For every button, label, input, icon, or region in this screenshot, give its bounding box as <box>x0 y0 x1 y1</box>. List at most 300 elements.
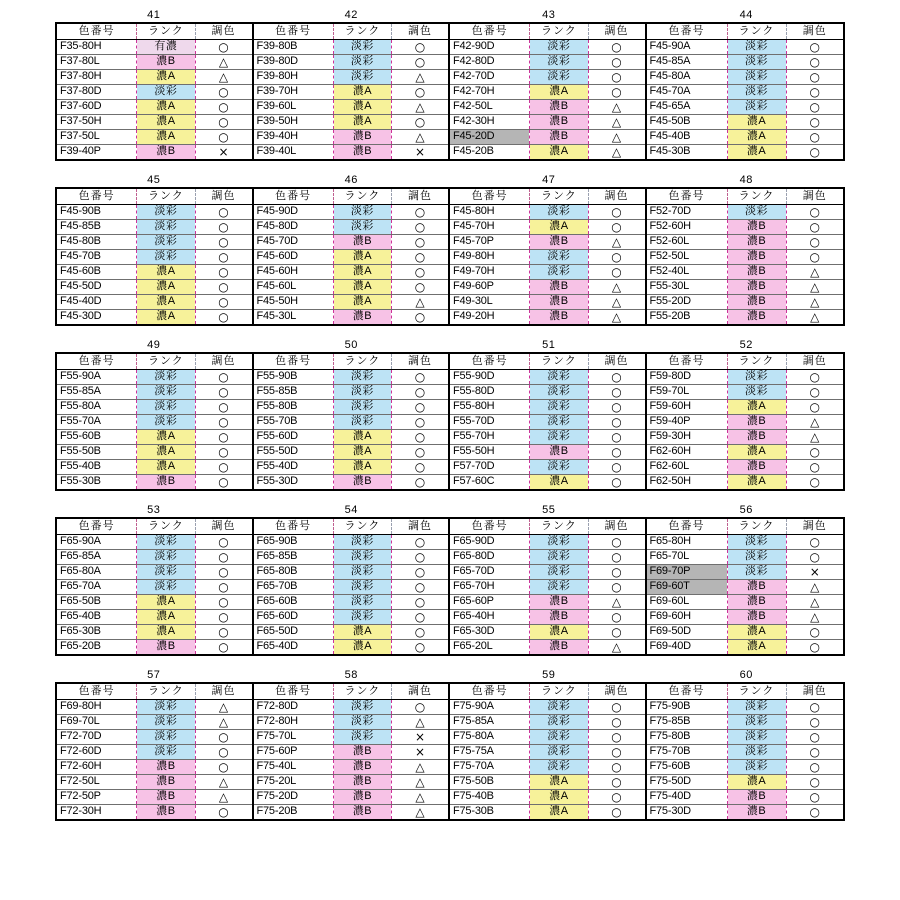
table-row[interactable] <box>254 639 449 654</box>
tone-cell[interactable]: ○ <box>195 744 251 759</box>
table-row[interactable] <box>254 579 449 594</box>
table-row[interactable] <box>254 54 449 69</box>
rank-cell[interactable]: 濃A <box>137 264 195 279</box>
rank-cell[interactable]: 淡彩 <box>530 564 588 579</box>
tone-cell[interactable]: ○ <box>195 549 251 564</box>
tone-cell[interactable]: × <box>415 144 426 159</box>
color-number-cell[interactable]: F69-70P <box>647 564 728 579</box>
rank-cell[interactable]: 濃A <box>727 114 786 129</box>
color-number-cell[interactable]: F59-70L <box>647 384 728 399</box>
table-row[interactable] <box>254 204 449 219</box>
tone-cell[interactable]: ○ <box>786 219 843 234</box>
tone-cell[interactable]: ○ <box>392 564 448 579</box>
tone-cell[interactable]: ○ <box>195 384 251 399</box>
color-number-cell[interactable]: F65-50D <box>254 624 334 639</box>
tone-cell[interactable]: △ <box>392 714 448 729</box>
rank-cell[interactable]: 濃B <box>530 309 588 324</box>
table-row[interactable] <box>450 414 645 429</box>
rank-cell[interactable]: 淡彩 <box>333 369 391 384</box>
table-row[interactable] <box>57 399 252 414</box>
table-row[interactable] <box>254 534 449 549</box>
rank-cell[interactable]: 淡彩 <box>137 714 195 729</box>
table-row[interactable] <box>254 219 449 234</box>
rank-cell[interactable]: 濃A <box>727 399 786 414</box>
rank-cell[interactable]: 濃A <box>530 789 588 804</box>
color-number-cell[interactable]: F39-80B <box>254 39 334 54</box>
table-row[interactable] <box>450 69 645 84</box>
table-row[interactable] <box>450 309 645 324</box>
tone-cell[interactable]: ○ <box>588 459 644 474</box>
color-number-cell[interactable]: F69-70L <box>57 714 137 729</box>
table-row[interactable] <box>57 204 252 219</box>
rank-cell[interactable]: 淡彩 <box>530 714 588 729</box>
tone-cell[interactable]: ○ <box>588 369 644 384</box>
rank-cell[interactable]: 濃A <box>530 804 588 819</box>
rank-cell[interactable]: 濃B <box>530 594 588 609</box>
table-row[interactable] <box>254 414 449 429</box>
rank-cell[interactable]: 濃A <box>333 444 391 459</box>
color-number-cell[interactable]: F62-60H <box>647 444 728 459</box>
table-row[interactable] <box>647 639 844 654</box>
table-row[interactable] <box>57 714 252 729</box>
tone-cell[interactable]: ○ <box>786 69 843 84</box>
tone-cell[interactable]: ○ <box>786 534 843 549</box>
tone-cell[interactable]: △ <box>415 804 425 819</box>
rank-cell[interactable]: 濃B <box>137 759 195 774</box>
rank-cell[interactable]: 淡彩 <box>333 384 391 399</box>
rank-cell[interactable]: 濃A <box>333 294 391 309</box>
table-row[interactable] <box>647 609 844 624</box>
table-row[interactable] <box>254 114 449 129</box>
color-number-cell[interactable]: F65-70D <box>450 564 530 579</box>
tone-cell[interactable]: ○ <box>588 249 644 264</box>
rank-cell[interactable]: 淡彩 <box>727 759 786 774</box>
color-number-cell[interactable]: F75-20B <box>256 805 298 818</box>
table-row[interactable] <box>57 429 252 444</box>
color-number-cell[interactable]: F65-70A <box>57 579 137 594</box>
rank-cell[interactable]: 淡彩 <box>137 234 195 249</box>
color-number-cell[interactable]: F57-60C <box>453 475 495 488</box>
table-row[interactable] <box>57 579 252 594</box>
tone-cell[interactable]: ○ <box>195 459 251 474</box>
color-number-cell[interactable]: F65-90B <box>254 534 334 549</box>
tone-cell[interactable]: ○ <box>786 759 843 774</box>
tone-cell[interactable]: ○ <box>392 594 448 609</box>
rank-cell[interactable]: 淡彩 <box>727 99 786 114</box>
table-row[interactable] <box>450 114 645 129</box>
tone-cell[interactable]: △ <box>195 774 251 789</box>
rank-cell[interactable]: 濃A <box>333 249 391 264</box>
tone-cell[interactable]: △ <box>195 714 251 729</box>
table-row[interactable] <box>450 714 645 729</box>
rank-cell[interactable]: 淡彩 <box>727 699 786 714</box>
table-row[interactable] <box>450 129 645 144</box>
color-number-cell[interactable]: F45-85A <box>647 54 728 69</box>
table-row[interactable] <box>647 39 844 54</box>
tone-cell[interactable]: △ <box>392 99 448 114</box>
rank-cell[interactable]: 濃B <box>727 804 786 819</box>
color-number-cell[interactable]: F75-80A <box>450 729 530 744</box>
table-row[interactable] <box>450 624 645 639</box>
color-number-cell[interactable]: F65-40D <box>256 640 298 653</box>
color-number-cell[interactable]: F45-70H <box>450 219 530 234</box>
table-row[interactable] <box>647 459 844 474</box>
rank-cell[interactable]: 淡彩 <box>727 204 786 219</box>
rank-cell[interactable]: 淡彩 <box>530 549 588 564</box>
tone-cell[interactable]: ○ <box>218 639 229 654</box>
color-number-cell[interactable]: F65-40B <box>57 609 137 624</box>
rank-cell[interactable]: 濃B <box>530 99 588 114</box>
color-number-cell[interactable]: F75-20D <box>254 789 334 804</box>
rank-cell[interactable]: 濃B <box>333 234 391 249</box>
color-number-cell[interactable]: F55-80H <box>450 399 530 414</box>
color-number-cell[interactable]: F45-20B <box>453 145 494 158</box>
color-number-cell[interactable]: F45-80A <box>647 69 728 84</box>
rank-cell[interactable]: 濃B <box>727 279 786 294</box>
rank-cell[interactable]: 濃B <box>333 804 391 819</box>
rank-cell[interactable]: 濃B <box>530 279 588 294</box>
table-row[interactable] <box>254 474 449 489</box>
color-number-cell[interactable]: F45-60H <box>254 264 334 279</box>
rank-cell[interactable]: 濃A <box>530 144 588 159</box>
color-number-cell[interactable]: F37-80L <box>57 54 137 69</box>
tone-cell[interactable]: × <box>392 744 448 759</box>
color-number-cell[interactable]: F75-50D <box>647 774 728 789</box>
color-number-cell[interactable]: F45-50H <box>254 294 334 309</box>
table-row[interactable] <box>57 384 252 399</box>
color-number-cell[interactable]: F65-90A <box>57 534 137 549</box>
color-number-cell[interactable]: F42-90D <box>450 39 530 54</box>
tone-cell[interactable]: △ <box>810 309 820 324</box>
color-number-cell[interactable]: F72-70D <box>57 729 137 744</box>
color-number-cell[interactable]: F37-80D <box>57 84 137 99</box>
rank-cell[interactable]: 濃A <box>333 459 391 474</box>
rank-cell[interactable]: 濃A <box>333 429 391 444</box>
rank-cell[interactable]: 淡彩 <box>137 249 195 264</box>
table-row[interactable] <box>57 804 252 819</box>
tone-cell[interactable]: ○ <box>786 549 843 564</box>
tone-cell[interactable]: ○ <box>392 399 448 414</box>
table-row[interactable] <box>450 384 645 399</box>
rank-cell[interactable]: 淡彩 <box>727 564 786 579</box>
table-row[interactable] <box>57 369 252 384</box>
tone-cell[interactable]: △ <box>392 759 448 774</box>
rank-cell[interactable]: 濃B <box>137 54 195 69</box>
color-number-cell[interactable]: F39-40P <box>60 145 101 158</box>
tone-cell[interactable]: ○ <box>786 39 843 54</box>
tone-cell[interactable]: ○ <box>195 579 251 594</box>
color-number-cell[interactable]: F45-70P <box>450 234 530 249</box>
color-number-cell[interactable]: F75-40D <box>647 789 728 804</box>
color-number-cell[interactable]: F42-70D <box>450 69 530 84</box>
color-number-cell[interactable]: F75-70L <box>254 729 334 744</box>
color-number-cell[interactable]: F39-80D <box>254 54 334 69</box>
rank-cell[interactable]: 濃B <box>137 144 195 159</box>
rank-cell[interactable]: 淡彩 <box>137 219 195 234</box>
table-row[interactable] <box>254 369 449 384</box>
tone-cell[interactable]: ○ <box>588 624 644 639</box>
color-number-cell[interactable]: F55-50D <box>254 444 334 459</box>
rank-cell[interactable]: 濃A <box>333 639 391 654</box>
table-row[interactable] <box>647 249 844 264</box>
table-row[interactable] <box>450 474 645 489</box>
table-row[interactable] <box>647 84 844 99</box>
tone-cell[interactable]: ○ <box>392 39 448 54</box>
tone-cell[interactable]: ○ <box>195 219 251 234</box>
tone-cell[interactable]: ○ <box>195 264 251 279</box>
tone-cell[interactable]: ○ <box>588 204 644 219</box>
color-number-cell[interactable]: F65-80A <box>57 564 137 579</box>
tone-cell[interactable]: △ <box>611 639 622 654</box>
rank-cell[interactable]: 淡彩 <box>333 69 391 84</box>
table-row[interactable] <box>450 744 645 759</box>
table-row[interactable] <box>450 594 645 609</box>
color-number-cell[interactable]: F37-50L <box>57 129 137 144</box>
tone-cell[interactable]: ○ <box>195 399 251 414</box>
rank-cell[interactable]: 淡彩 <box>727 744 786 759</box>
color-number-cell[interactable]: F55-80B <box>254 399 334 414</box>
rank-cell[interactable]: 濃A <box>333 264 391 279</box>
color-number-cell[interactable]: F49-20H <box>453 310 495 323</box>
color-number-cell[interactable]: F65-70H <box>450 579 530 594</box>
tone-cell[interactable]: ○ <box>786 234 843 249</box>
tone-cell[interactable]: △ <box>611 309 622 324</box>
rank-cell[interactable]: 淡彩 <box>333 579 391 594</box>
color-number-cell[interactable]: F55-85A <box>57 384 137 399</box>
table-row[interactable] <box>450 249 645 264</box>
rank-cell[interactable]: 淡彩 <box>530 459 588 474</box>
table-row[interactable] <box>647 579 844 594</box>
color-number-cell[interactable]: F49-70H <box>450 264 530 279</box>
color-number-cell[interactable]: F72-80D <box>254 699 334 714</box>
table-row[interactable] <box>647 279 844 294</box>
rank-cell[interactable]: 淡彩 <box>137 204 195 219</box>
tone-cell[interactable]: ○ <box>392 114 448 129</box>
rank-cell[interactable]: 濃A <box>530 474 588 489</box>
tone-cell[interactable]: △ <box>786 414 843 429</box>
tone-cell[interactable]: △ <box>588 234 644 249</box>
table-row[interactable] <box>57 549 252 564</box>
color-number-cell[interactable]: F52-70D <box>647 204 728 219</box>
color-number-cell[interactable]: F55-30D <box>256 475 298 488</box>
color-number-cell[interactable]: F37-50H <box>57 114 137 129</box>
tone-cell[interactable]: ○ <box>195 204 251 219</box>
table-row[interactable] <box>254 714 449 729</box>
table-row[interactable] <box>57 459 252 474</box>
table-row[interactable] <box>254 99 449 114</box>
color-number-cell[interactable]: F55-90A <box>57 369 137 384</box>
rank-cell[interactable]: 濃A <box>727 474 786 489</box>
table-row[interactable] <box>57 789 252 804</box>
rank-cell[interactable]: 淡彩 <box>530 249 588 264</box>
color-number-cell[interactable]: F75-50B <box>450 774 530 789</box>
rank-cell[interactable]: 淡彩 <box>727 84 786 99</box>
table-row[interactable] <box>647 744 844 759</box>
color-number-cell[interactable]: F49-80H <box>450 249 530 264</box>
table-row[interactable] <box>57 774 252 789</box>
rank-cell[interactable]: 濃B <box>137 474 195 489</box>
color-number-cell[interactable]: F55-50B <box>57 444 137 459</box>
color-number-cell[interactable]: F45-70D <box>254 234 334 249</box>
color-number-cell[interactable]: F52-50L <box>647 249 728 264</box>
color-number-cell[interactable]: F35-80H <box>57 39 137 54</box>
rank-cell[interactable]: 淡彩 <box>137 699 195 714</box>
table-row[interactable] <box>450 639 645 654</box>
rank-cell[interactable]: 濃B <box>333 744 391 759</box>
color-number-cell[interactable]: F45-90B <box>57 204 137 219</box>
rank-cell[interactable]: 淡彩 <box>530 729 588 744</box>
table-row[interactable] <box>57 534 252 549</box>
tone-cell[interactable]: ○ <box>786 399 843 414</box>
tone-cell[interactable]: △ <box>786 609 843 624</box>
tone-cell[interactable]: △ <box>195 789 251 804</box>
tone-cell[interactable]: ○ <box>195 234 251 249</box>
color-number-cell[interactable]: F45-60L <box>254 279 334 294</box>
tone-cell[interactable]: ○ <box>195 249 251 264</box>
rank-cell[interactable]: 濃A <box>137 429 195 444</box>
tone-cell[interactable]: ○ <box>195 414 251 429</box>
color-number-cell[interactable]: F65-60B <box>254 594 334 609</box>
rank-cell[interactable]: 淡彩 <box>727 729 786 744</box>
rank-cell[interactable]: 濃B <box>727 579 786 594</box>
rank-cell[interactable]: 淡彩 <box>333 219 391 234</box>
rank-cell[interactable]: 濃A <box>727 624 786 639</box>
color-number-cell[interactable]: F72-30H <box>60 805 102 818</box>
tone-cell[interactable]: ○ <box>588 264 644 279</box>
table-row[interactable] <box>647 699 844 714</box>
tone-cell[interactable]: ○ <box>588 399 644 414</box>
color-number-cell[interactable]: F45-60B <box>57 264 137 279</box>
color-number-cell[interactable]: F69-60H <box>647 609 728 624</box>
tone-cell[interactable]: ○ <box>786 369 843 384</box>
rank-cell[interactable]: 濃A <box>137 459 195 474</box>
rank-cell[interactable]: 濃A <box>333 279 391 294</box>
color-number-cell[interactable]: F45-70B <box>57 249 137 264</box>
color-number-cell[interactable]: F75-90A <box>450 699 530 714</box>
tone-cell[interactable]: ○ <box>786 444 843 459</box>
tone-cell[interactable]: ○ <box>786 204 843 219</box>
rank-cell[interactable]: 淡彩 <box>333 39 391 54</box>
table-row[interactable] <box>450 279 645 294</box>
rank-cell[interactable]: 淡彩 <box>530 384 588 399</box>
color-number-cell[interactable]: F49-30L <box>450 294 530 309</box>
tone-cell[interactable]: ○ <box>588 384 644 399</box>
color-number-cell[interactable]: F65-70B <box>254 579 334 594</box>
color-number-cell[interactable]: F75-75A <box>450 744 530 759</box>
rank-cell[interactable]: 濃B <box>530 444 588 459</box>
rank-cell[interactable]: 淡彩 <box>137 84 195 99</box>
rank-cell[interactable]: 濃A <box>137 444 195 459</box>
rank-cell[interactable]: 淡彩 <box>137 729 195 744</box>
table-row[interactable] <box>254 69 449 84</box>
color-number-cell[interactable]: F45-80B <box>57 234 137 249</box>
color-number-cell[interactable]: F75-30B <box>453 805 494 818</box>
rank-cell[interactable]: 淡彩 <box>530 54 588 69</box>
rank-cell[interactable]: 濃A <box>137 609 195 624</box>
tone-cell[interactable]: ○ <box>786 714 843 729</box>
rank-cell[interactable]: 淡彩 <box>333 609 391 624</box>
tone-cell[interactable]: ○ <box>195 279 251 294</box>
rank-cell[interactable]: 淡彩 <box>333 54 391 69</box>
tone-cell[interactable]: ○ <box>195 39 251 54</box>
tone-cell[interactable]: ○ <box>588 429 644 444</box>
color-number-cell[interactable]: F69-80H <box>57 699 137 714</box>
table-row[interactable] <box>647 204 844 219</box>
table-row[interactable] <box>647 369 844 384</box>
table-row[interactable] <box>57 444 252 459</box>
tone-cell[interactable]: ○ <box>195 129 251 144</box>
table-row[interactable] <box>254 264 449 279</box>
color-number-cell[interactable]: F45-70A <box>647 84 728 99</box>
table-row[interactable] <box>450 459 645 474</box>
rank-cell[interactable]: 濃B <box>333 144 391 159</box>
tone-cell[interactable]: ○ <box>588 699 644 714</box>
color-number-cell[interactable]: F45-30L <box>256 310 297 323</box>
table-row[interactable] <box>647 144 844 159</box>
tone-cell[interactable]: ○ <box>809 804 820 819</box>
table-row[interactable] <box>647 309 844 324</box>
table-row[interactable] <box>57 279 252 294</box>
tone-cell[interactable]: ○ <box>392 219 448 234</box>
rank-cell[interactable]: 濃A <box>333 99 391 114</box>
table-row[interactable] <box>254 609 449 624</box>
tone-cell[interactable]: △ <box>588 279 644 294</box>
color-number-cell[interactable]: F39-70H <box>254 84 334 99</box>
color-number-cell[interactable]: F45-30B <box>649 145 691 158</box>
table-row[interactable] <box>647 294 844 309</box>
color-number-cell[interactable]: F55-70A <box>57 414 137 429</box>
table-row[interactable] <box>254 699 449 714</box>
table-row[interactable] <box>647 54 844 69</box>
rank-cell[interactable]: 淡彩 <box>530 414 588 429</box>
table-row[interactable] <box>450 54 645 69</box>
table-row[interactable] <box>57 114 252 129</box>
rank-cell[interactable]: 濃B <box>727 249 786 264</box>
tone-cell[interactable]: ○ <box>392 534 448 549</box>
table-row[interactable] <box>647 594 844 609</box>
tone-cell[interactable]: ○ <box>588 84 644 99</box>
tone-cell[interactable]: ○ <box>786 114 843 129</box>
color-number-cell[interactable]: F52-60H <box>647 219 728 234</box>
tone-cell[interactable]: ○ <box>588 534 644 549</box>
table-row[interactable] <box>647 414 844 429</box>
color-number-cell[interactable]: F45-20D <box>450 129 530 144</box>
color-number-cell[interactable]: F65-80H <box>647 534 728 549</box>
rank-cell[interactable]: 淡彩 <box>137 534 195 549</box>
rank-cell[interactable]: 淡彩 <box>137 744 195 759</box>
table-row[interactable] <box>254 774 449 789</box>
rank-cell[interactable]: 濃A <box>530 774 588 789</box>
table-row[interactable] <box>450 264 645 279</box>
table-row[interactable] <box>647 384 844 399</box>
table-row[interactable] <box>254 564 449 579</box>
color-number-cell[interactable]: F55-90B <box>254 369 334 384</box>
tone-cell[interactable]: ○ <box>588 549 644 564</box>
color-number-cell[interactable]: F75-70B <box>647 744 728 759</box>
rank-cell[interactable]: 濃B <box>530 294 588 309</box>
tone-cell[interactable]: ○ <box>809 474 820 489</box>
tone-cell[interactable]: ○ <box>392 249 448 264</box>
tone-cell[interactable]: ○ <box>414 309 426 324</box>
table-row[interactable] <box>57 294 252 309</box>
rank-cell[interactable]: 濃A <box>727 144 786 159</box>
tone-cell[interactable]: ○ <box>392 609 448 624</box>
tone-cell[interactable]: ○ <box>588 774 644 789</box>
tone-cell[interactable]: ○ <box>588 444 644 459</box>
rank-cell[interactable]: 淡彩 <box>137 384 195 399</box>
rank-cell[interactable]: 淡彩 <box>333 414 391 429</box>
table-row[interactable] <box>647 114 844 129</box>
